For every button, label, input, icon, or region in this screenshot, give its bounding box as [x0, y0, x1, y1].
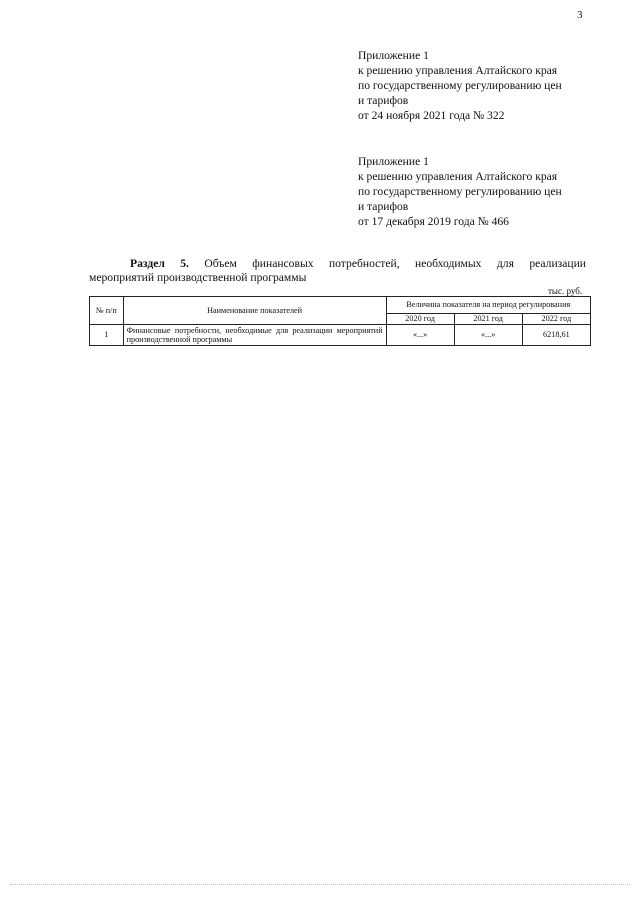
- section-heading-line1: [89, 257, 586, 271]
- appendix-line: по государственному регулированию цен: [358, 79, 562, 92]
- table-row: [90, 325, 591, 346]
- appendix-line: к решению управления Алтайского края: [358, 170, 558, 183]
- page-number: 3: [577, 9, 583, 21]
- appendix-line: Приложение 1: [358, 49, 429, 62]
- unit-label: тыс. руб.: [548, 286, 583, 296]
- appendix-line: и тарифов: [358, 94, 409, 107]
- appendix-current: [358, 48, 628, 123]
- header-year-2021: 2021 год: [454, 314, 522, 325]
- appendix-line: по государственному регулированию цен: [358, 185, 562, 198]
- section-title-line1: Объем финансовых потребностей, необходимых для реализации: [204, 257, 586, 270]
- row-num: 1: [90, 325, 124, 346]
- header-year-2020: 2020 год: [386, 314, 454, 325]
- appendix-line: от 17 декабря 2019 года № 466: [358, 215, 509, 228]
- scan-edge-line: [10, 884, 630, 885]
- section-label: Раздел 5.: [130, 257, 189, 270]
- row-value-2020: «...»: [386, 325, 454, 346]
- row-name: Финансовые потребности, необходимые для реализации мероприятий производственной программы: [123, 325, 386, 346]
- row-value-2021: «...»: [454, 325, 522, 346]
- appendix-line: к решению управления Алтайского края: [358, 64, 558, 77]
- header-year-2022: 2022 год: [522, 314, 590, 325]
- appendix-line: Приложение 1: [358, 155, 429, 168]
- header-period-group: Величина показателя на период регулирования: [386, 297, 590, 314]
- section-title-line2: мероприятий производственной программы: [89, 271, 307, 284]
- table-header-row: [90, 297, 591, 314]
- appendix-previous: [358, 154, 628, 229]
- appendix-line: от 24 ноября 2021 года № 322: [358, 109, 505, 122]
- row-value-2022: 6218,61: [522, 325, 590, 346]
- header-name: Наименование показателей: [123, 297, 386, 325]
- header-num: № п/п: [90, 297, 124, 325]
- financial-needs-table: [89, 296, 591, 346]
- appendix-line: и тарифов: [358, 200, 409, 213]
- section-heading: [89, 257, 586, 285]
